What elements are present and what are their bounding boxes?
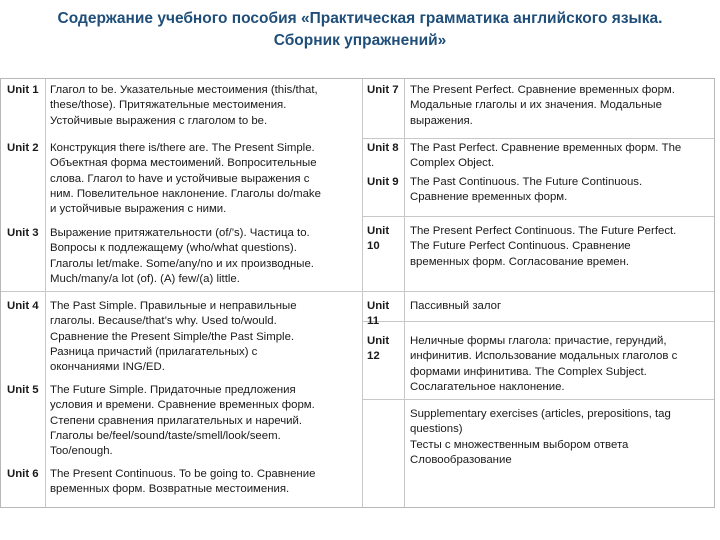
content-line: The Future Perfect Continuous. Сравнение [410,240,631,253]
unit-label-line: Unit [367,300,390,312]
content-line: Сравнение временных форм. [410,191,568,204]
unit-contents [50,226,314,287]
content-line: Словообразование [410,453,512,466]
row-divider [362,138,714,139]
unit-contents [410,334,677,395]
content-line: The Future Simple. Придаточные предложения [50,384,296,396]
content-line: инфинитив. Использование модальных глаголов с [410,350,678,363]
content-line: The Present Perfect Continuous. The Future Perfect. [410,225,677,237]
row-divider [362,291,714,292]
column-divider [404,79,405,507]
unit-label [367,224,389,255]
unit-contents [50,83,318,129]
content-line: these/those). Притяжательные местоимения. [50,99,287,112]
content-line: Complex Object. [410,157,495,170]
content-line: Выражение притяжательности (of/’s). Частица to. [50,227,310,239]
content-line: Too/enough. [50,445,113,458]
unit-contents [410,299,501,314]
content-line: Объектная форма местоимений. Вопросительные [50,157,317,170]
unit-label: Unit 9 [367,176,399,188]
content-line: выражения. [410,114,473,127]
title-line-1: Содержание учебного пособия «Практическая грамматика английского языка. [57,10,663,27]
content-line: Модальные глаголы и их значения. Модальные [410,99,662,112]
document-title [0,8,720,52]
content-line: глаголы. Because/that’s why. Used to/would. [50,315,277,328]
unit-label [367,299,389,330]
content-line: Глагол to be. Указательные местоимения (this/that, [50,84,318,96]
row-divider [1,291,362,292]
unit-contents [410,141,681,172]
content-line: Неличные формы глагола: причастие, герундий, [410,335,667,347]
content-line: Конструкция there is/there are. The Present Simple. [50,142,315,154]
unit-contents [50,467,315,498]
content-line: Тесты с множественным выбором ответа [410,438,629,451]
supplementary-contents [410,407,671,468]
content-line: questions) [410,423,463,436]
content-line: The Past Continuous. The Future Continuous. [410,176,643,188]
content-line: Сравнение the Present Simple/the Past Simple. [50,330,295,343]
content-line: временных форм. Возвратные местоимения. [50,483,290,496]
content-line: Разница причастий (прилагательных) с [50,345,258,358]
unit-label-line: 12 [367,350,380,363]
content-line: Степени сравнения прилагательных и наречий. [50,414,303,427]
unit-label [367,334,389,365]
row-divider [362,321,714,322]
content-line: Устойчивые выражения с глаголом to be. [50,114,268,127]
unit-label: Unit 1 [7,84,39,96]
unit-contents [410,175,642,206]
unit-label: Unit 7 [367,84,399,96]
unit-label: Unit 3 [7,227,39,239]
content-line: формами инфинитива. The Complex Subject. [410,365,647,378]
unit-label: Unit 5 [7,384,39,396]
content-line: The Present Continuous. To be going to. Сравнение [50,468,316,480]
contents-table [0,78,715,508]
content-line: The Present Perfect. Сравнение временных форм. [410,84,675,96]
content-line: ним. Повелительное наклонение. Глаголы do/make [50,187,321,200]
content-line: временных форм. Согласование времен. [410,255,630,268]
unit-label-line: Unit [367,225,390,237]
unit-label-line: Unit [367,335,390,347]
unit-label: Unit 8 [367,142,399,154]
unit-label-line: 10 [367,240,380,253]
row-divider [362,399,714,400]
column-divider [45,79,46,507]
unit-contents [50,141,321,217]
unit-contents [50,383,315,459]
content-line: Вопросы к подлежащему (who/what questions). [50,242,297,255]
row-divider [362,216,714,217]
title-line-2: Сборник упражнений» [273,32,447,49]
content-line: Сослагательное наклонение. [410,380,565,393]
unit-contents [410,83,675,129]
unit-contents [410,224,676,270]
unit-label: Unit 6 [7,468,39,480]
content-line: условия и времени. Сравнение временных форм. [50,399,315,412]
unit-label-line: 11 [367,315,380,328]
content-line: Much/many/a lot (of). (A) few/(a) little. [50,272,240,285]
unit-label: Unit 2 [7,142,39,154]
content-line: Supplementary exercises (articles, prepositions, tag [410,408,671,420]
unit-contents [50,299,297,375]
content-line: Глаголы be/feel/sound/taste/smell/look/seem. [50,429,281,442]
content-line: и устойчивые выражения с ними. [50,203,227,216]
column-divider [362,79,363,507]
content-line: The Past Perfect. Сравнение временных форм. The [410,142,682,154]
content-line: Пассивный залог [410,300,502,312]
unit-label: Unit 4 [7,300,39,312]
content-line: Глаголы let/make. Some/any/no и их производные. [50,257,314,270]
content-line: The Past Simple. Правильные и неправильные [50,300,297,312]
content-line: слова. Глагол to have и устойчивые выражения с [50,172,310,185]
content-line: окончаниями ING/ED. [50,361,165,374]
